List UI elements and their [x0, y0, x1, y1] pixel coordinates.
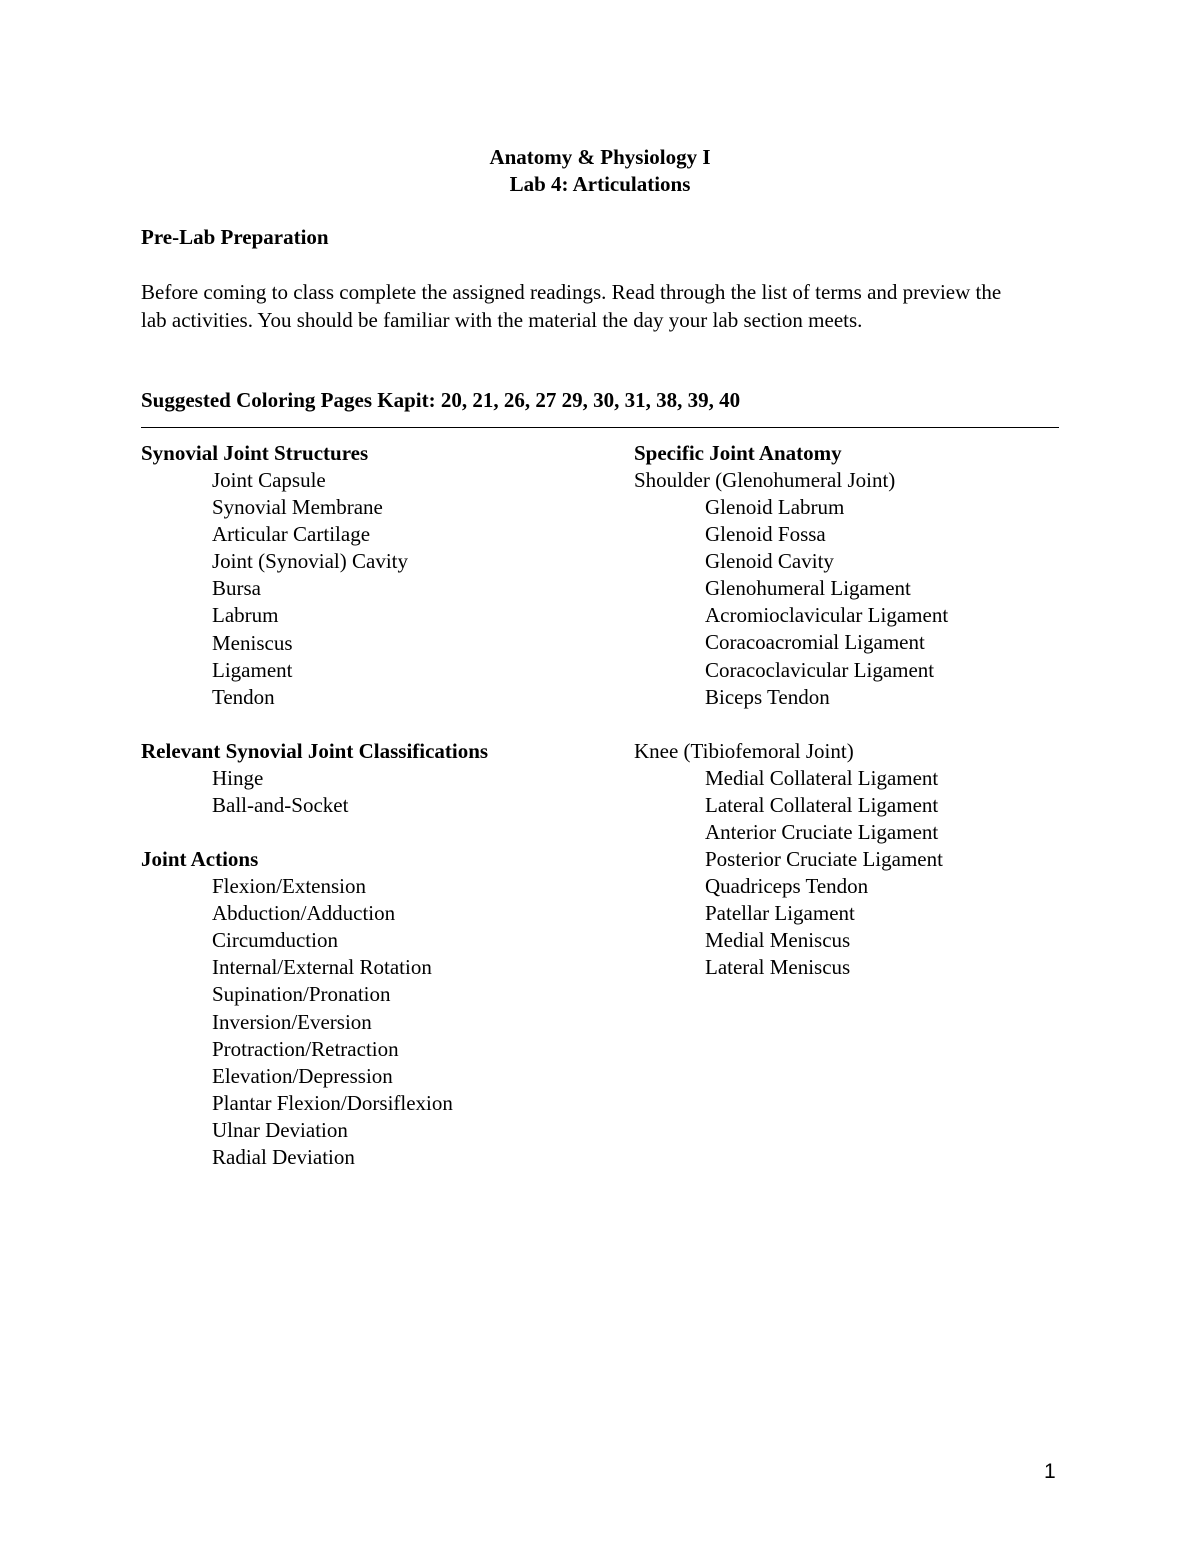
synovial-structures-list — [141, 467, 621, 711]
list-item: Circumduction — [212, 928, 338, 953]
prelab-paragraph: Before coming to class complete the assigned readings. Read through the list of terms and preview the lab activities. You should be familiar with the material the day your lab section meets. — [141, 280, 1002, 332]
prelab-heading: Pre-Lab Preparation — [141, 225, 329, 249]
list-item: Coracoclavicular Ligament — [705, 657, 935, 682]
shoulder-label: Shoulder (Glenohumeral Joint) — [634, 468, 896, 492]
list-item: Abduction/Adduction — [212, 901, 396, 926]
list-item: Plantar Flexion/Dorsiflexion — [212, 1090, 453, 1115]
list-item: Medial Meniscus — [705, 928, 851, 953]
list-item: Bursa — [212, 576, 261, 601]
list-item: Lateral Meniscus — [705, 955, 851, 980]
list-item: Biceps Tendon — [705, 684, 830, 709]
list-item: Ligament — [212, 657, 293, 682]
joint-actions-heading: Joint Actions — [141, 847, 259, 872]
page-number: 1 — [1044, 1460, 1056, 1483]
list-item: Joint (Synovial) Cavity — [212, 549, 408, 574]
list-item: Lateral Collateral Ligament — [705, 792, 939, 817]
list-item: Hinge — [212, 765, 264, 790]
list-item: Acromioclavicular Ligament — [705, 603, 949, 628]
list-item: Supination/Pronation — [212, 982, 391, 1007]
shoulder-group — [634, 467, 1074, 711]
list-item: Labrum — [212, 603, 279, 628]
document-title: Anatomy & Physiology I — [489, 145, 711, 169]
left-column — [141, 440, 621, 1198]
list-item: Glenoid Cavity — [705, 549, 834, 574]
list-item: Tendon — [212, 684, 275, 709]
coloring-pages-line: Suggested Coloring Pages Kapit: 20, 21, 26, 27 29, 30, 31, 38, 39, 40 — [141, 388, 741, 412]
list-item: Flexion/Extension — [212, 874, 366, 899]
knee-label: Knee (Tibiofemoral Joint) — [634, 738, 854, 763]
synovial-structures-heading: Synovial Joint Structures — [141, 441, 369, 465]
right-column — [634, 440, 1074, 1009]
list-item: Joint Capsule — [212, 468, 326, 492]
list-item: Glenoid Fossa — [705, 522, 826, 547]
list-item: Meniscus — [212, 630, 293, 655]
specific-anatomy-heading: Specific Joint Anatomy — [634, 441, 842, 465]
shoulder-list — [634, 494, 1074, 711]
horizontal-rule — [141, 427, 1059, 428]
list-item: Radial Deviation — [212, 1144, 355, 1169]
list-item: Ulnar Deviation — [212, 1117, 348, 1142]
knee-group — [634, 738, 1074, 982]
list-item: Anterior Cruciate Ligament — [705, 819, 939, 844]
classifications-heading: Relevant Synovial Joint Classifications — [141, 738, 489, 763]
list-item: Posterior Cruciate Ligament — [705, 847, 943, 872]
classifications-list — [141, 765, 621, 819]
list-item: Synovial Membrane — [212, 495, 383, 520]
joint-actions-group — [141, 846, 621, 1171]
joint-actions-list — [141, 873, 621, 1171]
document-title-block — [0, 144, 1200, 198]
list-item: Medial Collateral Ligament — [705, 765, 939, 790]
list-item: Protraction/Retraction — [212, 1036, 399, 1061]
synovial-structures-group — [141, 440, 621, 711]
list-item: Glenoid Labrum — [705, 495, 845, 519]
list-item: Internal/External Rotation — [212, 955, 432, 980]
list-item: Coracoacromial Ligament — [705, 630, 925, 655]
list-item: Patellar Ligament — [705, 901, 855, 926]
list-item: Glenohumeral Ligament — [705, 576, 911, 601]
knee-list — [634, 765, 1074, 982]
specific-anatomy-group — [634, 440, 1074, 982]
list-item: Elevation/Depression — [212, 1063, 393, 1088]
list-item: Articular Cartilage — [212, 522, 371, 547]
list-item: Inversion/Eversion — [212, 1009, 372, 1034]
classifications-group — [141, 738, 621, 819]
list-item: Quadriceps Tendon — [705, 874, 869, 899]
document-subtitle: Lab 4: Articulations — [509, 172, 691, 196]
list-item: Ball-and-Socket — [212, 792, 349, 817]
